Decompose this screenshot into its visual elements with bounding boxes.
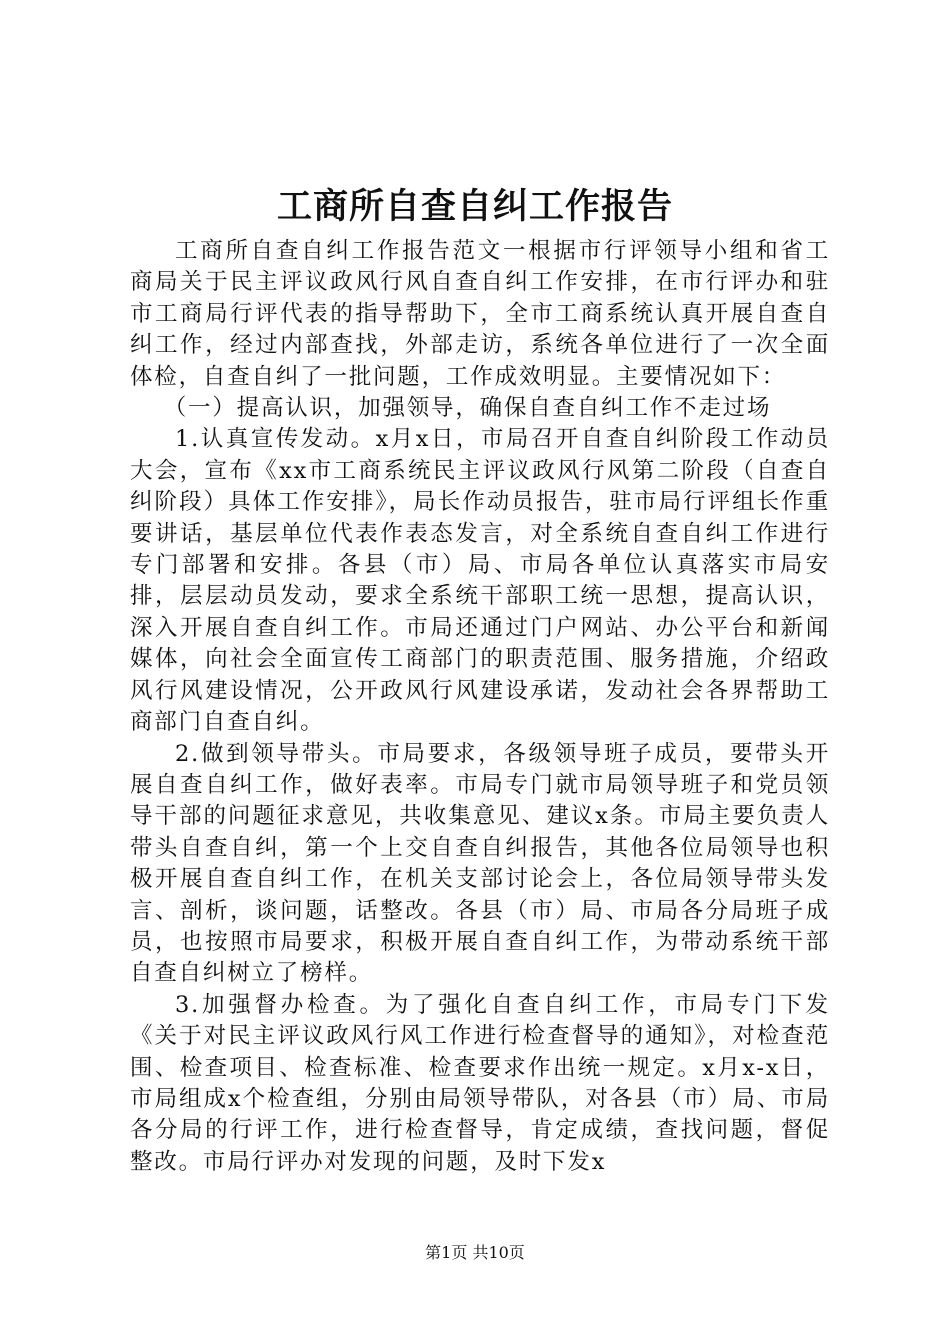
page-title: 工商所自查自纠工作报告	[276, 186, 673, 227]
paragraph-item-1: 1.认真宣传发动。x月x日，市局召开自查自纠阶段工作动员大会，宣布《xx市工商系统民主评议政风行风第二阶段（自查自纠阶段）具体工作安排》，局长作动员报告，驻市局行评组长作重要讲话，基层单位代表作表态发言，对全系统自查自纠工作进行专门部署和安排。各县（市）局、市局各单位认真落实市局安排，层层动员发动，要求全系统干部职工统一思想，提高认识，深入开展自查自纠工作。市局还通过门户网站、办公平台和新闻媒体，向社会全面宣传工商部门的职责范围、服务措施，介绍政风行风建设情况，公开政风行风建设承诺，发动社会各界帮助工商部门自查自纠。	[130, 426, 830, 736]
document-body	[130, 236, 830, 1178]
page-footer: 第1页 共10页	[425, 1243, 525, 1262]
paragraph-item-2: 2.做到领导带头。市局要求，各级领导班子成员，要带头开展自查自纠工作，做好表率。市局专门就市局领导班子和党员领导干部的问题征求意见，共收集意见、建议x条。市局主要负责人带头自查自纠，第一个上交自查自纠报告，其他各位局领导也积极开展自查自纠工作，在机关支部讨论会上，各位局领导带头发言、剖析，谈问题，话整改。各县（市）局、市局各分局班子成员，也按照市局要求，积极开展自查自纠工作，为带动系统干部自查自纠树立了榜样。	[130, 740, 830, 987]
section-heading: （一）提高认识，加强领导，确保自查自纠工作不走过场	[163, 395, 772, 422]
paragraph-intro: 工商所自查自纠工作报告范文一根据市行评领导小组和省工商局关于民主评议政风行风自查自纠工作安排，在市行评办和驻市工商局行评代表的指导帮助下，全市工商系统认真开展自查自纠工作，经过内部查找，外部走访，系统各单位进行了一次全面体检，自查自纠了一批问题，工作成效明显。主要情况如下：	[130, 238, 830, 390]
paragraph-item-3: 3.加强督办检查。为了强化自查自纠工作，市局专门下发《关于对民主评议政风行风工作进行检查督导的通知》，对检查范围、检查项目、检查标准、检查要求作出统一规定。x月x-x日，市局组成x个检查组，分别由局领导带队，对各县（市）局、市局各分局的行评工作，进行检查督导，肯定成绩，查找问题，督促整改。市局行评办对发现的问题，及时下发x	[130, 991, 830, 1175]
